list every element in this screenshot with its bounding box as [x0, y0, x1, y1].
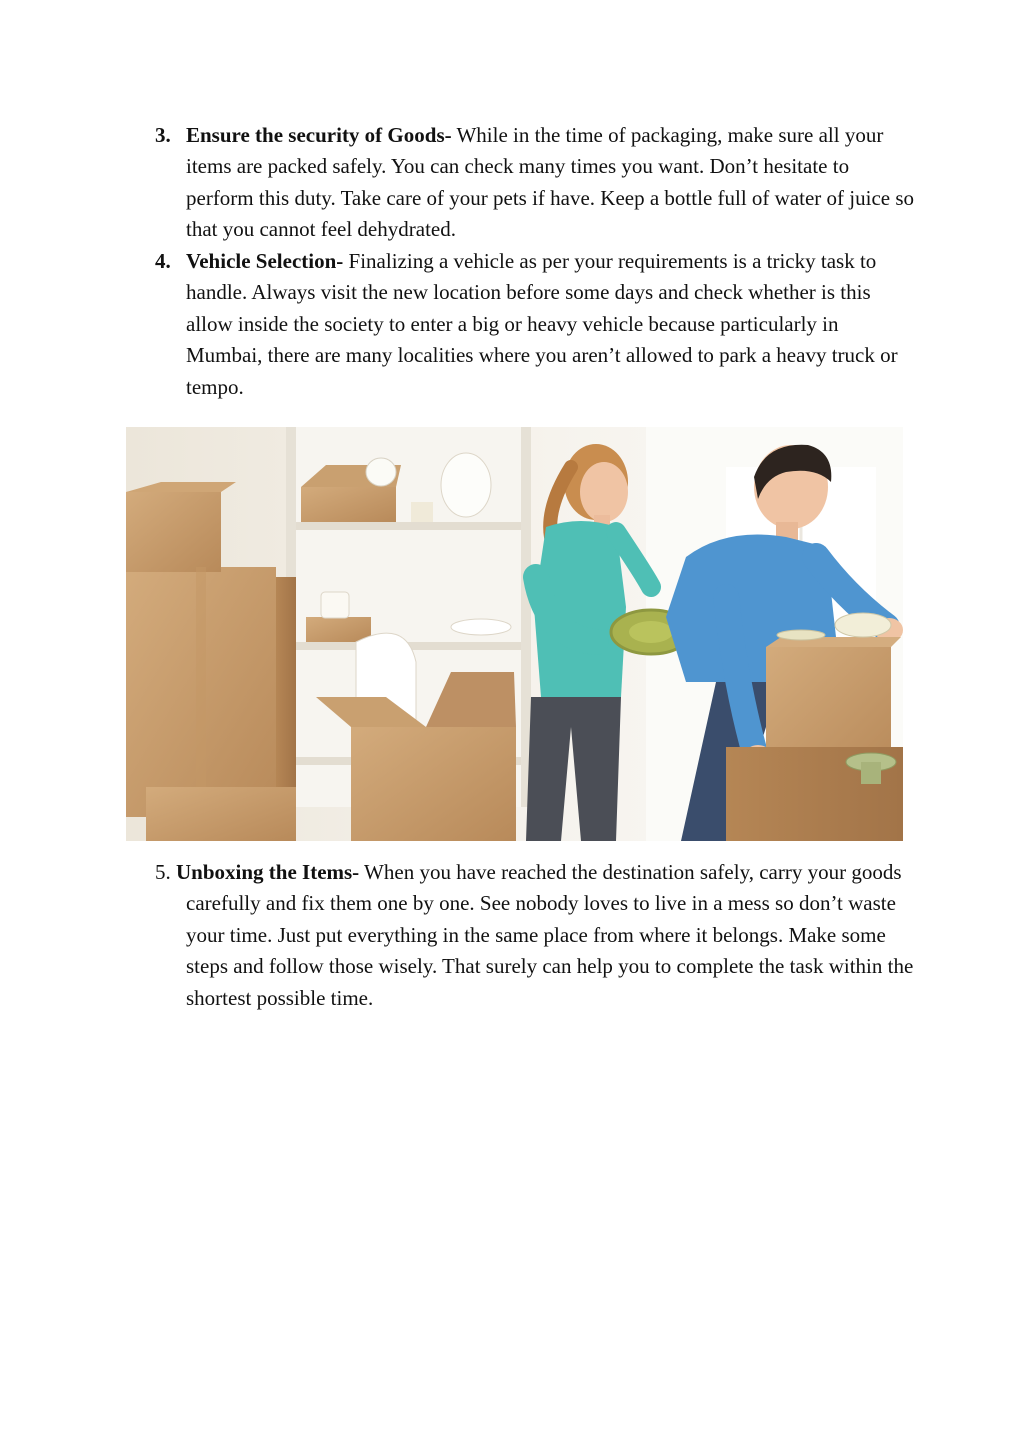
- photo-illustration: [126, 427, 903, 841]
- list-item-unboxing: [155, 857, 915, 1014]
- list-number: 5.: [155, 860, 171, 884]
- list-item-text: Finalizing a vehicle as per your requirements is a tricky task to handle. Always visit the new location before some days and check whether is this allow inside the society to enter a big or heavy vehicle because particularly in Mumbai, there are many localities where you aren’t allowed to park a heavy truck or tempo.: [186, 249, 898, 399]
- list-number: 4.: [155, 249, 171, 273]
- list-item-text: While in the time of packaging, make sure all your items are packed safely. You can check many times you want. Don’t hesitate to perform this duty. Take care of your pets if have. Keep a bottle full of water of juice so that you cannot feel dehydrated.: [186, 123, 915, 242]
- list-item-body: [186, 246, 915, 403]
- list-item-title: Unboxing the Items-: [176, 860, 360, 884]
- list-item-vehicle: [155, 246, 915, 403]
- list-item-body: [155, 857, 915, 1014]
- list-item-text: When you have reached the destination safely, carry your goods carefully and fix them one by one. See nobody loves to live in a mess so don’t waste your time. Just put everything in the same place from where it belongs. Make some steps and follow those wisely. That surely can help you to complete the task within the shortest possible time.: [186, 860, 914, 1010]
- list-item-title: Ensure the security of Goods-: [186, 123, 452, 147]
- moving-couple-photo: [126, 427, 903, 841]
- list-number: 3.: [155, 123, 171, 147]
- list-item-security: [155, 120, 915, 246]
- list-item-title: Vehicle Selection-: [186, 249, 344, 273]
- list-item-body: [186, 120, 915, 246]
